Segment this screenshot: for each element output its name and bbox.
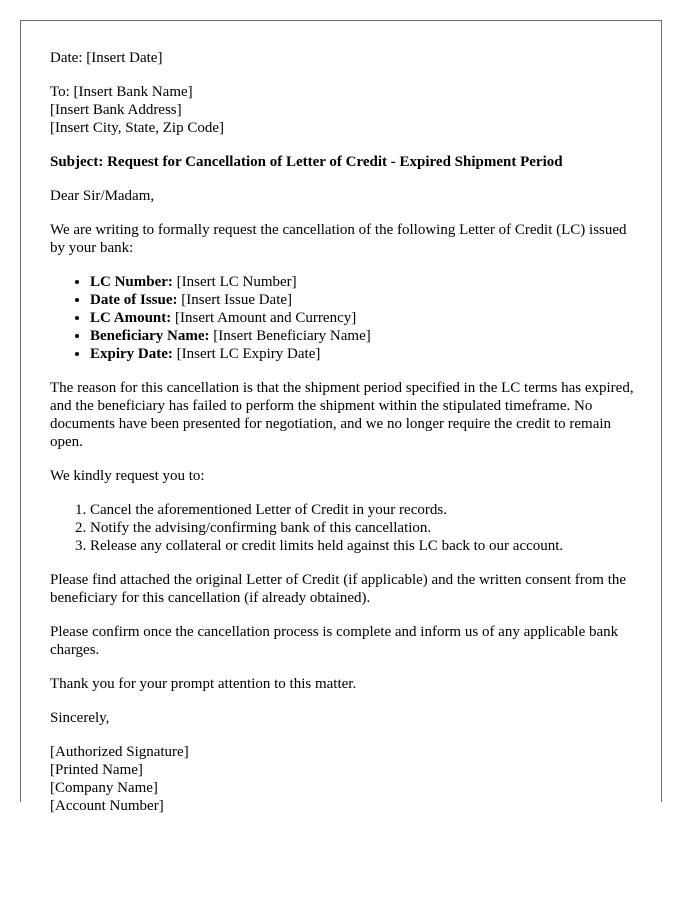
letter-page <box>20 20 662 814</box>
salutation: Dear Sir/Madam, <box>50 188 155 204</box>
reason-paragraph: The reason for this cancellation is that the shipment period specified in the LC terms has expired, and the beneficiary has failed to perform the shipment within the stipulated timeframe. No documents have been presented for negotiation, and we no longer require the credit to remain open. <box>50 380 634 450</box>
printed-name: [Printed Name] <box>50 762 143 778</box>
account-number: [Account Number] <box>50 798 164 814</box>
detail-value: [Insert Beneficiary Name] <box>209 328 371 344</box>
closing: Sincerely, <box>50 710 110 726</box>
detail-label: Expiry Date: <box>90 346 173 362</box>
request-list <box>50 501 635 555</box>
confirm-paragraph: Please confirm once the cancellation process is complete and inform us of any applicable bank charges. <box>50 624 619 658</box>
detail-value: [Insert Amount and Currency] <box>171 310 357 326</box>
detail-label: Beneficiary Name: <box>90 328 210 344</box>
recipient-bank-address: [Insert Bank Address] <box>50 102 182 118</box>
attachments-paragraph: Please find attached the original Letter of Credit (if applicable) and the written consent from the beneficiary for this cancellation (if already obtained). <box>50 572 627 606</box>
list-item <box>90 345 635 363</box>
list-item <box>90 291 635 309</box>
list-item <box>90 273 635 291</box>
list-item: 3. Release any collateral or credit limits held against this LC back to our account. <box>90 537 635 555</box>
list-item <box>90 327 635 345</box>
list-item <box>90 309 635 327</box>
detail-value: [Insert LC Number] <box>172 274 297 290</box>
letter-body <box>50 49 635 815</box>
list-item: 2. Notify the advising/confirming bank of this cancellation. <box>90 519 635 537</box>
signature-block <box>50 743 635 815</box>
detail-value: [Insert Issue Date] <box>177 292 293 308</box>
authorized-signature: [Authorized Signature] <box>50 744 189 760</box>
detail-value: [Insert LC Expiry Date] <box>172 346 321 362</box>
company-name: [Company Name] <box>50 780 158 796</box>
recipient-city: [Insert City, State, Zip Code] <box>50 120 224 136</box>
recipient-bank-name: To: [Insert Bank Name] <box>50 84 193 100</box>
intro-paragraph: We are writing to formally request the cancellation of the following Letter of Credit (LC) issued by your bank: <box>50 222 627 256</box>
list-item: 1. Cancel the aforementioned Letter of Credit in your records. <box>90 501 635 519</box>
recipient-address <box>50 83 635 137</box>
detail-label: LC Amount: <box>90 310 172 326</box>
detail-label: LC Number: <box>90 274 173 290</box>
letter-date: Date: [Insert Date] <box>50 50 163 66</box>
subject-line: Subject: Request for Cancellation of Letter of Credit - Expired Shipment Period <box>50 154 563 170</box>
detail-label: Date of Issue: <box>90 292 178 308</box>
lc-details-list <box>50 273 635 363</box>
thanks-paragraph: Thank you for your prompt attention to this matter. <box>50 676 357 692</box>
request-intro: We kindly request you to: <box>50 468 205 484</box>
